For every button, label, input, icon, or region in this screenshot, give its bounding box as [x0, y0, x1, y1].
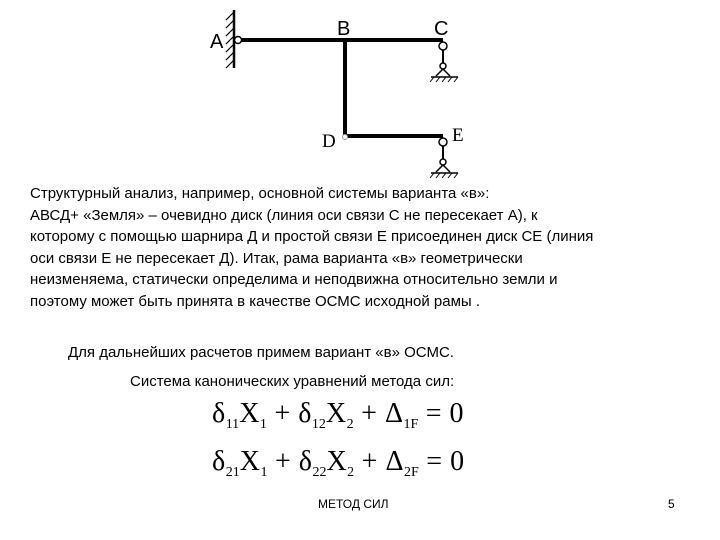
hinge-d	[343, 135, 348, 140]
node-a	[235, 37, 242, 44]
equation-1: $\delta_{11}X_1 + \delta_{12}X_2 + \Delta_{1F} = 0$	[212, 398, 465, 432]
paragraph-line: поэтому может быть принята в качестве ОСМС исходной рамы .	[30, 292, 481, 310]
structural-analysis-paragraph	[30, 183, 715, 312]
paragraph-line: Структурный анализ, например, основной системы варианта «в»:	[30, 185, 490, 202]
label-a: A	[210, 31, 224, 53]
label-e: E	[452, 125, 464, 146]
paragraph-line: АВСД+ «Земля» – очевидно диск (линия оси связи С не пересекает А), к	[30, 206, 538, 224]
paragraph-line: неизменяема, статически определима и неподвижна относительно земли и	[30, 271, 558, 288]
support-c	[430, 42, 458, 82]
frame-diagram	[0, 0, 720, 190]
equation-2: $\delta_{21}X_1 + \delta_{22}X_2 + \Delta_{2F} = 0$	[212, 446, 465, 480]
label-c: C	[434, 18, 449, 40]
page-number: 5	[668, 497, 675, 511]
paragraph-line: которому с помощью шарнира Д и простой связи Е присоединен диск СЕ (линия	[30, 228, 594, 245]
footer-title: МЕТОД СИЛ	[318, 497, 389, 511]
label-b: B	[337, 18, 351, 40]
note-canonical-equations: Система канонических уравнений метода сил:	[130, 373, 455, 390]
label-d: D	[322, 131, 336, 152]
note-variant: Для дальнейших расчетов примем вариант «в» ОСМС.	[68, 344, 454, 361]
paragraph-line: оси связи Е не пересекает Д). Итак, рама варианта «в» геометрически	[30, 249, 523, 267]
